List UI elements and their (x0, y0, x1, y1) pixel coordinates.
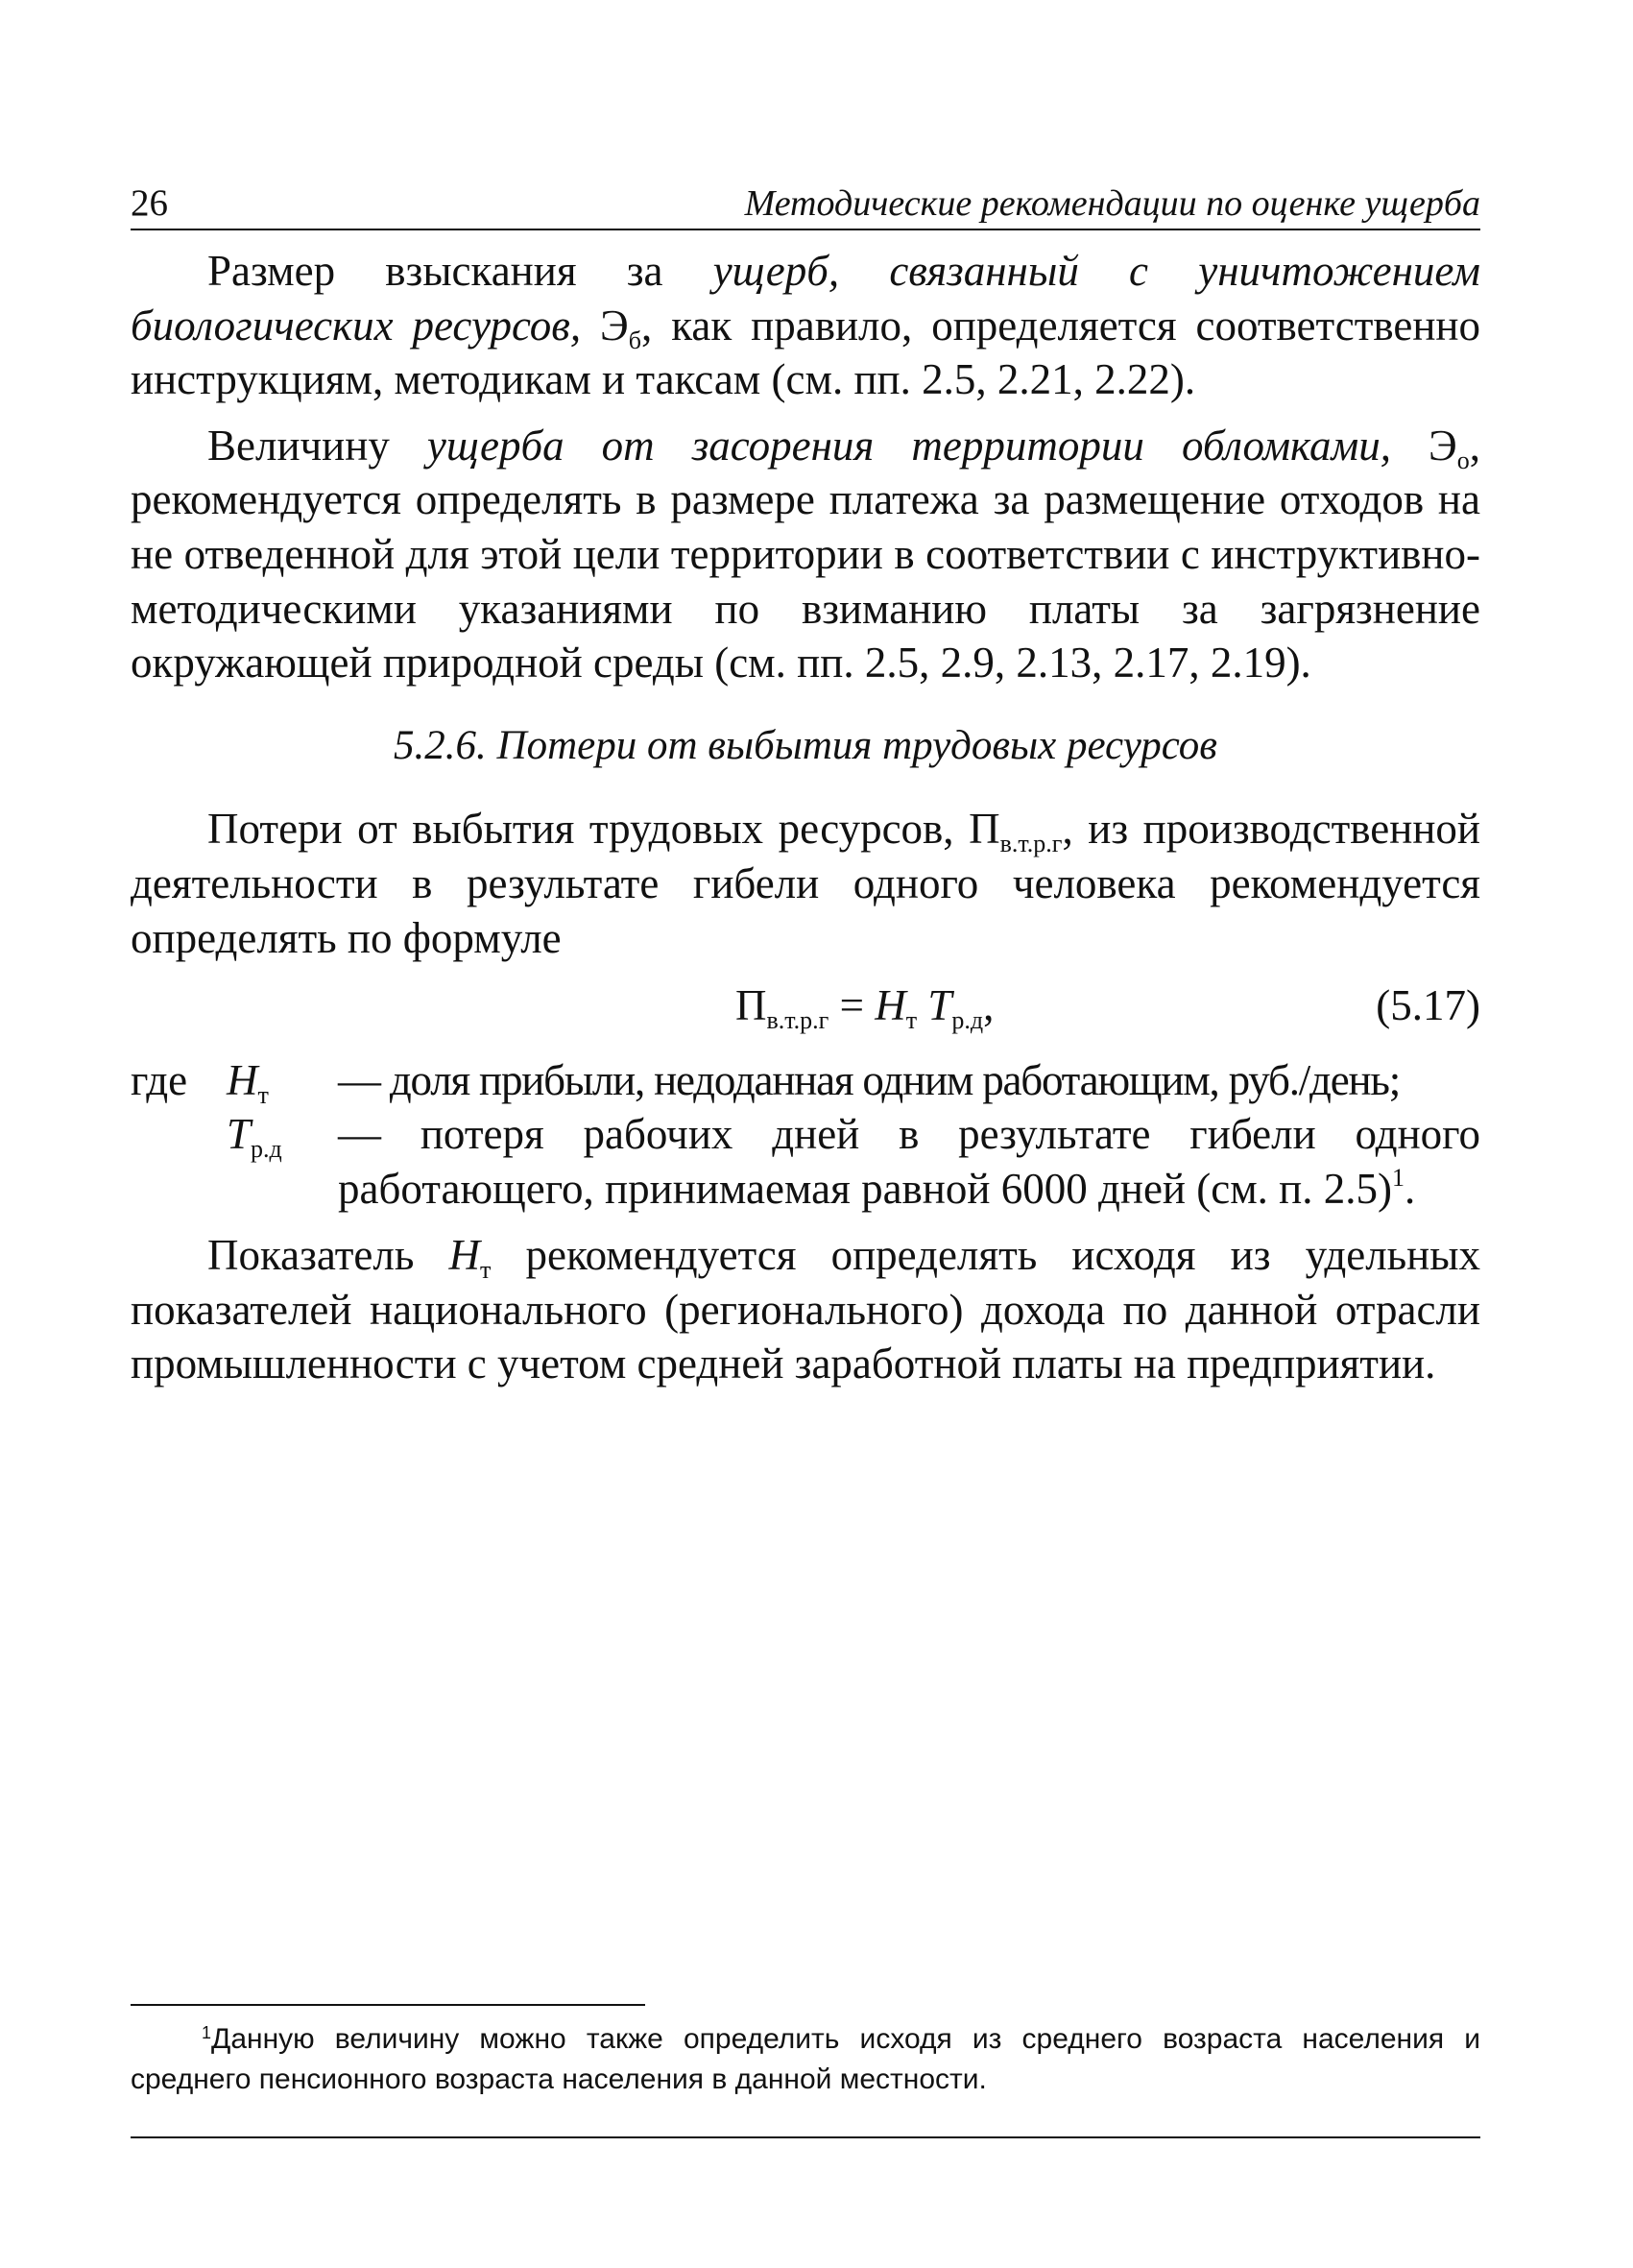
section-heading: 5.2.6. Потери от выбытия трудовых ресурсов (394, 722, 1217, 768)
running-header (131, 171, 1480, 230)
page-body (131, 244, 1480, 1391)
definition-ht: — доля прибыли, недоданная одним работающим, руб./день; (338, 1056, 1401, 1105)
footnote-marker: 1 (202, 2023, 212, 2042)
bottom-rule (131, 2136, 1480, 2138)
symbol-definitions (131, 1053, 1480, 1228)
footnote-text: Данную величину можно также определить исходя из среднего возраста населения и среднего пенсионного возраста населения в данной местности. (131, 2023, 1480, 2095)
definition-trd: — потеря рабочих дней в результате гибели одного работающего, принимаемая равной 6000 дней (см. п. 2.5)$^1$. (338, 1110, 1480, 1213)
symbol-eb: Э (600, 301, 629, 350)
page-number: 26 (131, 182, 168, 224)
emphasis-biological: ущерб, связанный с уничтожением биологических ресурсов, (131, 247, 1480, 350)
footnote-ref[interactable]: 1 (1392, 1163, 1405, 1192)
footnote (131, 2019, 1480, 2100)
equation-number: (5.17) (1376, 981, 1480, 1030)
footnote-separator (131, 2004, 645, 2006)
paragraph-indicator-ht: Показатель $Н_т$ рекомендуется определять исходя из удельных показателей национального (регионального) дохода по данной отрасли промышленности с учетом средней заработной платы на предприятии. (131, 1231, 1480, 1388)
symbol-ht: $Н_т$ (227, 1056, 269, 1110)
running-title: Методические рекомендации по оценке ущерба (744, 183, 1480, 224)
emphasis-debris: ущерба от засорения территории обломками, (426, 421, 1391, 470)
formula-expression: $П_{в.т.р.г} = Н_т$ $Т_{р.д}$, (735, 981, 995, 1035)
where-word: где (131, 1056, 188, 1105)
symbol-trd: $Т_{р.д}$ (227, 1110, 282, 1164)
symbol-eo: Э (1429, 421, 1457, 470)
formula-5-17 (131, 975, 1480, 1042)
paragraph-labour-losses: Потери от выбытия трудовых ресурсов, $П_{в.т.р.г}$, из производственной деятельности в результате гибели одного человека рекомендуется определять по формуле (131, 805, 1480, 962)
paragraph-biological-damage: Размер взыскания за ущерб, связанный с уничтожением биологических ресурсов, $Э_б$, как правило, определяется соответственно инструкциям, методикам и таксам (см. пп. 2.5, 2.21, 2.22). (131, 247, 1480, 404)
paragraph-debris-damage: Величину ущерба от засорения территории обломками, $Э_о$, рекомендуется определять в размере платежа за размещение отходов на не отведенной для этой цели территории в соответствии с инструктивно-методическими указаниями по взиманию платы за загрязнение окружающей природной среды (см. пп. 2.5, 2.9, 2.13, 2.17, 2.19). (131, 421, 1481, 688)
